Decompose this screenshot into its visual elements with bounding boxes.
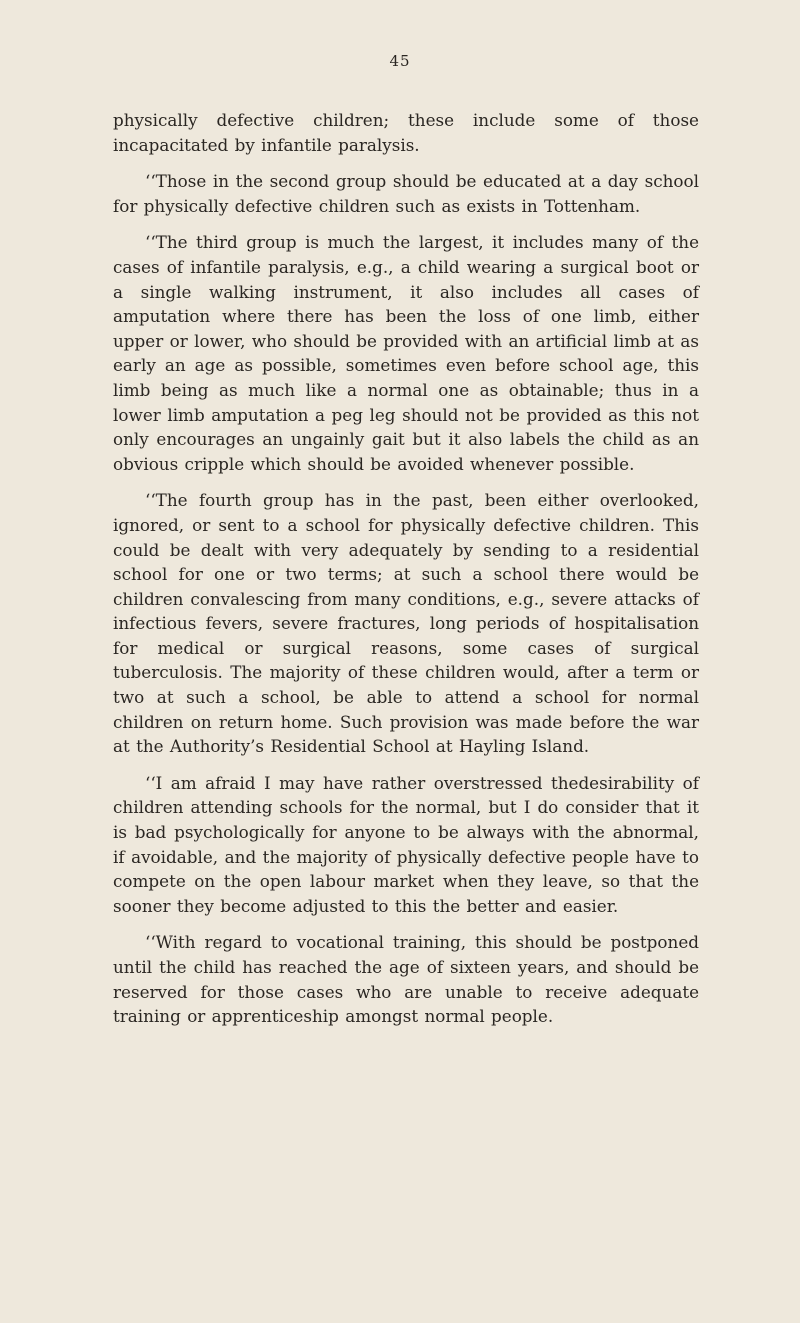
paragraph-continuation: physically defective children; these include some of those incapacitated by infantile paralysis. — [113, 110, 699, 155]
paragraph-desirability: ‘‘I am afraid I may have rather overstressed thedesirability of children attending schools for the normal, but I do consider that it is bad psychologically for anyone to be always with the abnormal, if avoidable, and the majority of physically defective people have to compete on the open labour market when they leave, so that the sooner they become adjusted to this the better and easier. — [113, 772, 699, 916]
body-text — [113, 108, 699, 1041]
paragraph-second-group: ‘‘Those in the second group should be educated at a day school for physically defective children such as exists in Tottenham. — [113, 171, 699, 216]
paragraph-third-group: ‘‘The third group is much the largest, it includes many of the cases of infantile paralysis, e.g., a child wearing a surgical boot or a single walking instrument, it also includes all cases of amputation where there has been the loss of one limb, either upper or lower, who should be provided with an artificial limb at as early an age as possible, sometimes even before school age, this limb being as much like a normal one as obtainable; thus in a lower limb amputation a peg leg should not be provided as this not only encourages an ungainly gait but it also labels the child as an obvious cripple which should be avoided whenever possible. — [113, 232, 699, 474]
paragraph-vocational-training: ‘‘With regard to vocational training, this should be postponed until the child has reached the age of sixteen years, and should be reserved for those cases who are unable to receive adequate training or apprenticeship amongst normal people. — [113, 932, 699, 1027]
page-number: 45 — [389, 52, 411, 70]
paragraph-fourth-group: ‘‘The fourth group has in the past, been either overlooked, ignored, or sent to a school for physically defective children. This could be dealt with very adequately by sending to a residential school for one or two terms; at such a school there would be children convalescing from many conditions, e.g., severe attacks of infectious fevers, severe fractures, long periods of hospitalisation for medical or surgical reasons, some cases of surgical tuberculosis. The majority of these children would, after a term or two at such a school, be able to attend a school for normal children on return home. Such provision was made before the war at the Authority’s Residential School at Hayling Island. — [113, 490, 699, 757]
